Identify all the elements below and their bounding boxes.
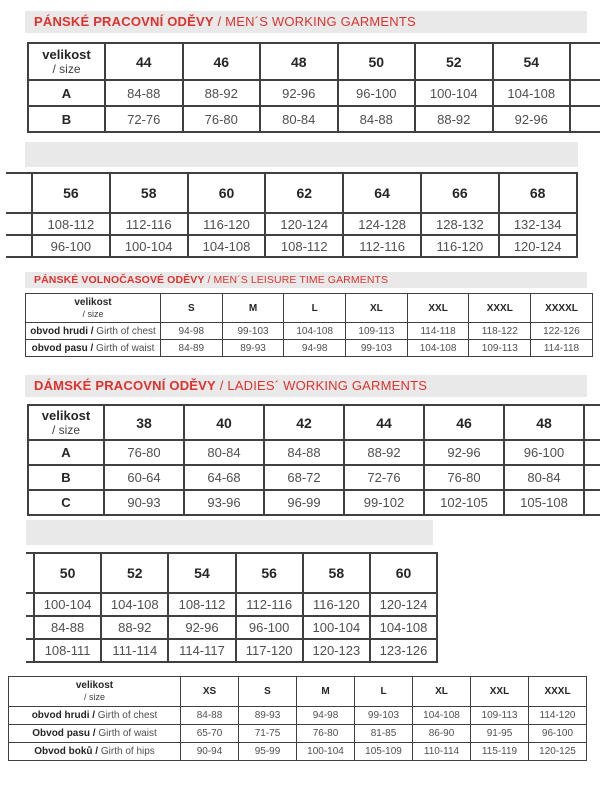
size-corner-cell: velikost / size — [9, 677, 181, 707]
table-row — [28, 490, 600, 515]
size-corner-cell: velikost / size — [28, 43, 105, 80]
value-cell: 89-93 — [239, 707, 297, 725]
table-row — [6, 213, 577, 235]
cut-cell — [26, 616, 34, 639]
size-header-cell: 60 — [188, 173, 266, 213]
value-cell: 104-108 — [284, 323, 346, 340]
value-cell: 120-123 — [303, 639, 370, 662]
size-header-cell: 46 — [424, 405, 504, 440]
size-header-cell: 50 — [34, 553, 101, 593]
size-header-cell: 56 — [236, 553, 303, 593]
section-header-mens-working — [25, 11, 587, 33]
table-header-row — [28, 405, 600, 440]
cut-cell — [584, 490, 600, 515]
value-cell: 81-85 — [355, 725, 413, 743]
table-row — [28, 465, 600, 490]
table-row — [28, 80, 600, 106]
value-cell: 114-117 — [168, 639, 235, 662]
value-cell: 99-103 — [346, 340, 408, 357]
cut-cell — [6, 235, 32, 257]
cut-cell — [584, 465, 600, 490]
row-label-cell: obvod hrudi / Girth of chest — [26, 323, 161, 340]
section-bar-empty-ladies-working-continued — [26, 520, 433, 545]
value-cell: 109-113 — [471, 707, 529, 725]
value-cell: 90-94 — [181, 743, 239, 761]
value-cell: 104-108 — [188, 235, 266, 257]
section-title-cz: DÁMSKÉ PRACOVNÍ ODĚVY — [34, 378, 216, 393]
table-mens-working-sizes-56-68 — [6, 172, 578, 258]
value-cell: 89-93 — [222, 340, 284, 357]
value-cell: 60-64 — [104, 465, 184, 490]
value-cell: 111-114 — [101, 639, 168, 662]
value-cell: 117-120 — [236, 639, 303, 662]
cut-cell — [26, 593, 34, 616]
value-cell: 114-120 — [529, 707, 587, 725]
table-ladies-working-sizes-50-60 — [26, 552, 438, 663]
table-row — [26, 639, 437, 662]
table-header-row — [26, 294, 593, 323]
value-cell: 88-92 — [415, 106, 493, 132]
section-title-cz: PÁNSKÉ VOLNOČASOVÉ ODĚVY — [34, 274, 205, 286]
value-cell: 108-112 — [32, 213, 110, 235]
section-title-cz: PÁNSKÉ PRACOVNÍ ODĚVY — [34, 14, 214, 29]
value-cell: 96-100 — [338, 80, 416, 106]
value-cell: 115-119 — [471, 743, 529, 761]
value-cell: 104-108 — [407, 340, 469, 357]
section-title-en: / LADIES´ WORKING GARMENTS — [219, 378, 428, 393]
value-cell: 100-104 — [303, 616, 370, 639]
size-header-cell: XXL — [407, 294, 469, 323]
value-cell: 76-80 — [297, 725, 355, 743]
value-cell: 99-103 — [222, 323, 284, 340]
cut-cell — [584, 440, 600, 465]
value-cell: 99-102 — [344, 490, 424, 515]
table-ladies-working-sizes-38-48 — [27, 404, 600, 516]
size-header-cell: XXXL — [529, 677, 587, 707]
value-cell: 105-109 — [355, 743, 413, 761]
value-cell: 94-98 — [161, 323, 223, 340]
cut-cell — [6, 213, 32, 235]
value-cell: 104-108 — [493, 80, 571, 106]
value-cell: 116-120 — [421, 235, 499, 257]
value-cell: 120-124 — [370, 593, 437, 616]
value-cell: 76-80 — [104, 440, 184, 465]
size-header-cell: 52 — [415, 43, 493, 80]
value-cell: 92-96 — [493, 106, 571, 132]
value-cell: 84-88 — [338, 106, 416, 132]
table-header-row — [9, 677, 587, 707]
value-cell: 108-112 — [168, 593, 235, 616]
value-cell: 96-100 — [529, 725, 587, 743]
size-header-cell: XXL — [471, 677, 529, 707]
value-cell: 122-126 — [531, 323, 593, 340]
row-label-cell: obvod hrudi / Girth of chest — [9, 707, 181, 725]
value-cell: 72-76 — [105, 106, 183, 132]
value-cell: 91-95 — [471, 725, 529, 743]
value-cell: 100-104 — [34, 593, 101, 616]
value-cell: 90-93 — [104, 490, 184, 515]
value-cell: 104-108 — [413, 707, 471, 725]
value-cell: 84-88 — [34, 616, 101, 639]
size-header-cell: S — [161, 294, 223, 323]
table-row — [6, 235, 577, 257]
value-cell: 64-68 — [184, 465, 264, 490]
value-cell: 110-114 — [413, 743, 471, 761]
value-cell: 108-111 — [34, 639, 101, 662]
size-header-cell: 54 — [168, 553, 235, 593]
value-cell: 114-118 — [407, 323, 469, 340]
value-cell: 72-76 — [344, 465, 424, 490]
value-cell: 84-88 — [181, 707, 239, 725]
cut-cell — [6, 173, 32, 213]
value-cell: 128-132 — [421, 213, 499, 235]
value-cell: 100-104 — [110, 235, 188, 257]
value-cell: 92-96 — [260, 80, 338, 106]
row-label-cell: Obvod pasu / Girth of waist — [9, 725, 181, 743]
size-header-cell: 46 — [183, 43, 261, 80]
value-cell: 86-90 — [413, 725, 471, 743]
value-cell: 123-126 — [370, 639, 437, 662]
value-cell: 120-124 — [265, 213, 343, 235]
table-row — [9, 707, 587, 725]
cut-cell — [26, 639, 34, 662]
table-row — [26, 616, 437, 639]
size-header-cell: XL — [413, 677, 471, 707]
size-header-cell: 44 — [105, 43, 183, 80]
value-cell: 80-84 — [504, 465, 584, 490]
value-cell: 76-80 — [424, 465, 504, 490]
section-title-en: / MEN´S WORKING GARMENTS — [217, 14, 416, 29]
value-cell: 68-72 — [264, 465, 344, 490]
value-cell: 94-98 — [284, 340, 346, 357]
size-header-cell: 58 — [110, 173, 188, 213]
cut-cell — [570, 80, 600, 106]
value-cell: 100-104 — [415, 80, 493, 106]
value-cell: 124-128 — [343, 213, 421, 235]
value-cell: 100-104 — [297, 743, 355, 761]
value-cell: 92-96 — [424, 440, 504, 465]
size-header-cell: L — [284, 294, 346, 323]
value-cell: 96-99 — [264, 490, 344, 515]
value-cell: 120-125 — [529, 743, 587, 761]
size-corner-cell: velikost / size — [26, 294, 161, 323]
size-header-cell: 62 — [265, 173, 343, 213]
section-title-en: / MEN´S LEISURE TIME GARMENTS — [207, 274, 389, 286]
size-header-cell: 40 — [184, 405, 264, 440]
size-header-cell: 54 — [493, 43, 571, 80]
size-header-cell: M — [222, 294, 284, 323]
size-header-cell: XXXXL — [531, 294, 593, 323]
value-cell: 116-120 — [303, 593, 370, 616]
table-header-row — [26, 553, 437, 593]
row-label-cell: A — [28, 440, 104, 465]
table-row — [26, 323, 593, 340]
value-cell: 88-92 — [101, 616, 168, 639]
table-mens-working-sizes-44-54 — [27, 42, 600, 133]
cut-cell — [570, 106, 600, 132]
table-row — [9, 743, 587, 761]
size-header-cell: 44 — [344, 405, 424, 440]
value-cell: 109-113 — [346, 323, 408, 340]
size-header-cell: XL — [346, 294, 408, 323]
value-cell: 96-100 — [32, 235, 110, 257]
row-label-cell: C — [28, 490, 104, 515]
value-cell: 114-118 — [531, 340, 593, 357]
size-corner-cell: velikost / size — [28, 405, 104, 440]
value-cell: 76-80 — [183, 106, 261, 132]
value-cell: 102-105 — [424, 490, 504, 515]
value-cell: 116-120 — [188, 213, 266, 235]
value-cell: 112-116 — [236, 593, 303, 616]
table-row — [28, 106, 600, 132]
cut-cell — [26, 553, 34, 593]
table-row — [9, 725, 587, 743]
value-cell: 112-116 — [110, 213, 188, 235]
size-header-cell: XS — [181, 677, 239, 707]
size-header-cell: 50 — [338, 43, 416, 80]
value-cell: 132-134 — [499, 213, 577, 235]
size-header-cell: 42 — [264, 405, 344, 440]
value-cell: 118-122 — [469, 323, 531, 340]
value-cell: 88-92 — [344, 440, 424, 465]
size-header-cell: XXXL — [469, 294, 531, 323]
table-row — [26, 593, 437, 616]
row-label-cell: Obvod boků / Girth of hips — [9, 743, 181, 761]
size-header-cell: S — [239, 677, 297, 707]
size-header-cell: 60 — [370, 553, 437, 593]
row-label-cell: A — [28, 80, 105, 106]
size-header-cell: 66 — [421, 173, 499, 213]
value-cell: 92-96 — [168, 616, 235, 639]
value-cell: 88-92 — [183, 80, 261, 106]
value-cell: 120-124 — [499, 235, 577, 257]
row-label-cell: B — [28, 465, 104, 490]
value-cell: 80-84 — [260, 106, 338, 132]
value-cell: 105-108 — [504, 490, 584, 515]
table-header-row — [28, 43, 600, 80]
section-header-ladies-working — [25, 375, 587, 397]
value-cell: 95-99 — [239, 743, 297, 761]
value-cell: 109-113 — [469, 340, 531, 357]
section-bar-empty-mens-working-continued — [25, 142, 578, 167]
value-cell: 112-116 — [343, 235, 421, 257]
value-cell: 99-103 — [355, 707, 413, 725]
value-cell: 104-108 — [370, 616, 437, 639]
size-header-cell: 64 — [343, 173, 421, 213]
table-mens-leisure-sizes — [25, 293, 593, 357]
table-header-row — [6, 173, 577, 213]
value-cell: 96-100 — [504, 440, 584, 465]
value-cell: 104-108 — [101, 593, 168, 616]
table-ladies-leisure-sizes — [8, 676, 587, 761]
cut-cell — [584, 405, 600, 440]
value-cell: 71-75 — [239, 725, 297, 743]
size-header-cell: 48 — [260, 43, 338, 80]
size-header-cell: 56 — [32, 173, 110, 213]
size-header-cell: M — [297, 677, 355, 707]
value-cell: 84-88 — [105, 80, 183, 106]
table-row — [28, 440, 600, 465]
value-cell: 108-112 — [265, 235, 343, 257]
row-label-cell: obvod pasu / Girth of waist — [26, 340, 161, 357]
value-cell: 96-100 — [236, 616, 303, 639]
section-header-mens-leisure — [25, 272, 587, 288]
size-header-cell: 68 — [499, 173, 577, 213]
value-cell: 65-70 — [181, 725, 239, 743]
size-header-cell: 58 — [303, 553, 370, 593]
table-row — [26, 340, 593, 357]
size-header-cell: 48 — [504, 405, 584, 440]
value-cell: 93-96 — [184, 490, 264, 515]
value-cell: 84-88 — [264, 440, 344, 465]
size-header-cell: L — [355, 677, 413, 707]
size-header-cell: 38 — [104, 405, 184, 440]
cut-cell — [570, 43, 600, 80]
value-cell: 94-98 — [297, 707, 355, 725]
row-label-cell: B — [28, 106, 105, 132]
value-cell: 80-84 — [184, 440, 264, 465]
value-cell: 84-89 — [161, 340, 223, 357]
size-header-cell: 52 — [101, 553, 168, 593]
